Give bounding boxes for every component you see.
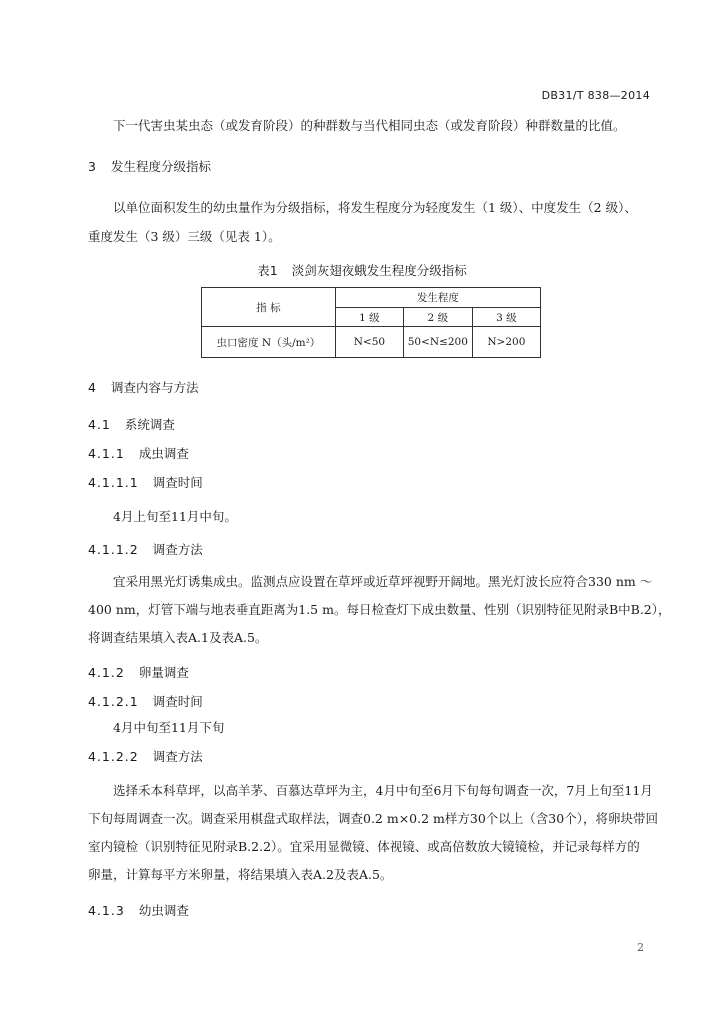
section-number: 4.1.1 [88, 446, 125, 461]
severity-group-header: 发生程度 [335, 288, 540, 308]
section-3-heading [88, 157, 211, 175]
table-cell: N<50 [335, 327, 403, 358]
section-number: 4.1.2 [88, 665, 125, 680]
section-4-1-2-1-heading [88, 692, 203, 710]
section-4-1-1-1-heading [88, 473, 203, 491]
section-title: 调查内容与方法 [110, 380, 199, 395]
section-4-1-1-2-heading [88, 540, 203, 558]
section-number: 4.1 [88, 417, 111, 432]
section-4-1-2-2-heading [88, 747, 203, 765]
section-number: 3 [88, 159, 97, 174]
paragraph-line: 400 nm，灯管下端与地表垂直距离为1.5 m。每日检查灯下成虫数量、性别（识别特征见附录B中B.2）， [88, 602, 671, 617]
section-title: 幼虫调查 [138, 903, 189, 918]
intro-paragraph: 下一代害虫某虫态（或发育阶段）的种群数与当代相同虫态（或发育阶段）种群数量的比值。 [113, 118, 626, 133]
section-number: 4.1.1.2 [88, 542, 139, 557]
row-label: 虫口密度 N（头/m²） [202, 327, 336, 358]
paragraph-line: 卵量，计算每平方米卵量，将结果填入表A.2及表A.5。 [88, 867, 393, 882]
section-4-heading [88, 378, 198, 396]
paragraph-text: 4月上旬至11月中旬。 [113, 509, 237, 524]
section-title: 调查方法 [152, 749, 203, 764]
section-title: 调查时间 [152, 694, 203, 709]
section-number: 4 [88, 380, 97, 395]
section-4-1-heading [88, 415, 175, 433]
section-number: 4.1.2.1 [88, 694, 139, 709]
standard-code: DB31/T 838—2014 [541, 89, 650, 102]
paragraph-line: 室内镜检（识别特征见附录B.2.2）。宜采用显微镜、体视镜、或高倍数放大镜镜检，并记录每样方的 [88, 839, 640, 854]
table-cell: 50<N≤200 [403, 327, 472, 358]
section-number: 4.1.1.1 [88, 475, 139, 490]
section-title: 调查方法 [152, 542, 203, 557]
paragraph-line: 宜采用黑光灯诱集成虫。监测点应设置在草坪或近草坪视野开阔地。黑光灯波长应符合330 nm ～ [113, 574, 653, 589]
level-header: 1 级 [335, 308, 403, 327]
paragraph-line: 下旬每周调查一次。调查采用棋盘式取样法，调查0.2 m×0.2 m样方30个以上（含30个），将卵块带回 [88, 811, 658, 826]
severity-table [201, 287, 541, 358]
table-cell: N>200 [472, 327, 540, 358]
level-header: 3 级 [472, 308, 540, 327]
table-title: 淡剑灰翅夜蛾发生程度分级指标 [291, 263, 467, 278]
paragraph-line: 将调查结果填入表A.1及表A.5。 [88, 630, 268, 645]
table-number: 表1 [257, 263, 278, 278]
section-4-1-3-heading [88, 901, 189, 919]
table-caption [0, 261, 724, 279]
section-title: 调查时间 [152, 475, 203, 490]
section-4-1-2-heading [88, 663, 189, 681]
section-title: 发生程度分级指标 [110, 159, 211, 174]
paragraph-text: 4月中旬至11月下旬 [113, 720, 225, 735]
section-title: 成虫调查 [138, 446, 189, 461]
section-number: 4.1.3 [88, 903, 125, 918]
section-3-para-line: 重度发生（3 级）三级（见表 1）。 [88, 229, 281, 244]
section-4-1-1-heading [88, 444, 189, 462]
indicator-header: 指 标 [202, 288, 336, 327]
level-header: 2 级 [403, 308, 472, 327]
section-number: 4.1.2.2 [88, 749, 139, 764]
paragraph-line: 选择禾本科草坪，以高羊茅、百慕达草坪为主，4月中旬至6月下旬每旬调查一次，7月上旬至11月 [113, 783, 653, 798]
section-title: 系统调查 [124, 417, 175, 432]
page-number: 2 [637, 941, 644, 954]
section-3-para-line: 以单位面积发生的幼虫量作为分级指标，将发生程度分为轻度发生（1 级）、中度发生（2 级）、 [113, 200, 637, 215]
section-title: 卵量调查 [138, 665, 189, 680]
